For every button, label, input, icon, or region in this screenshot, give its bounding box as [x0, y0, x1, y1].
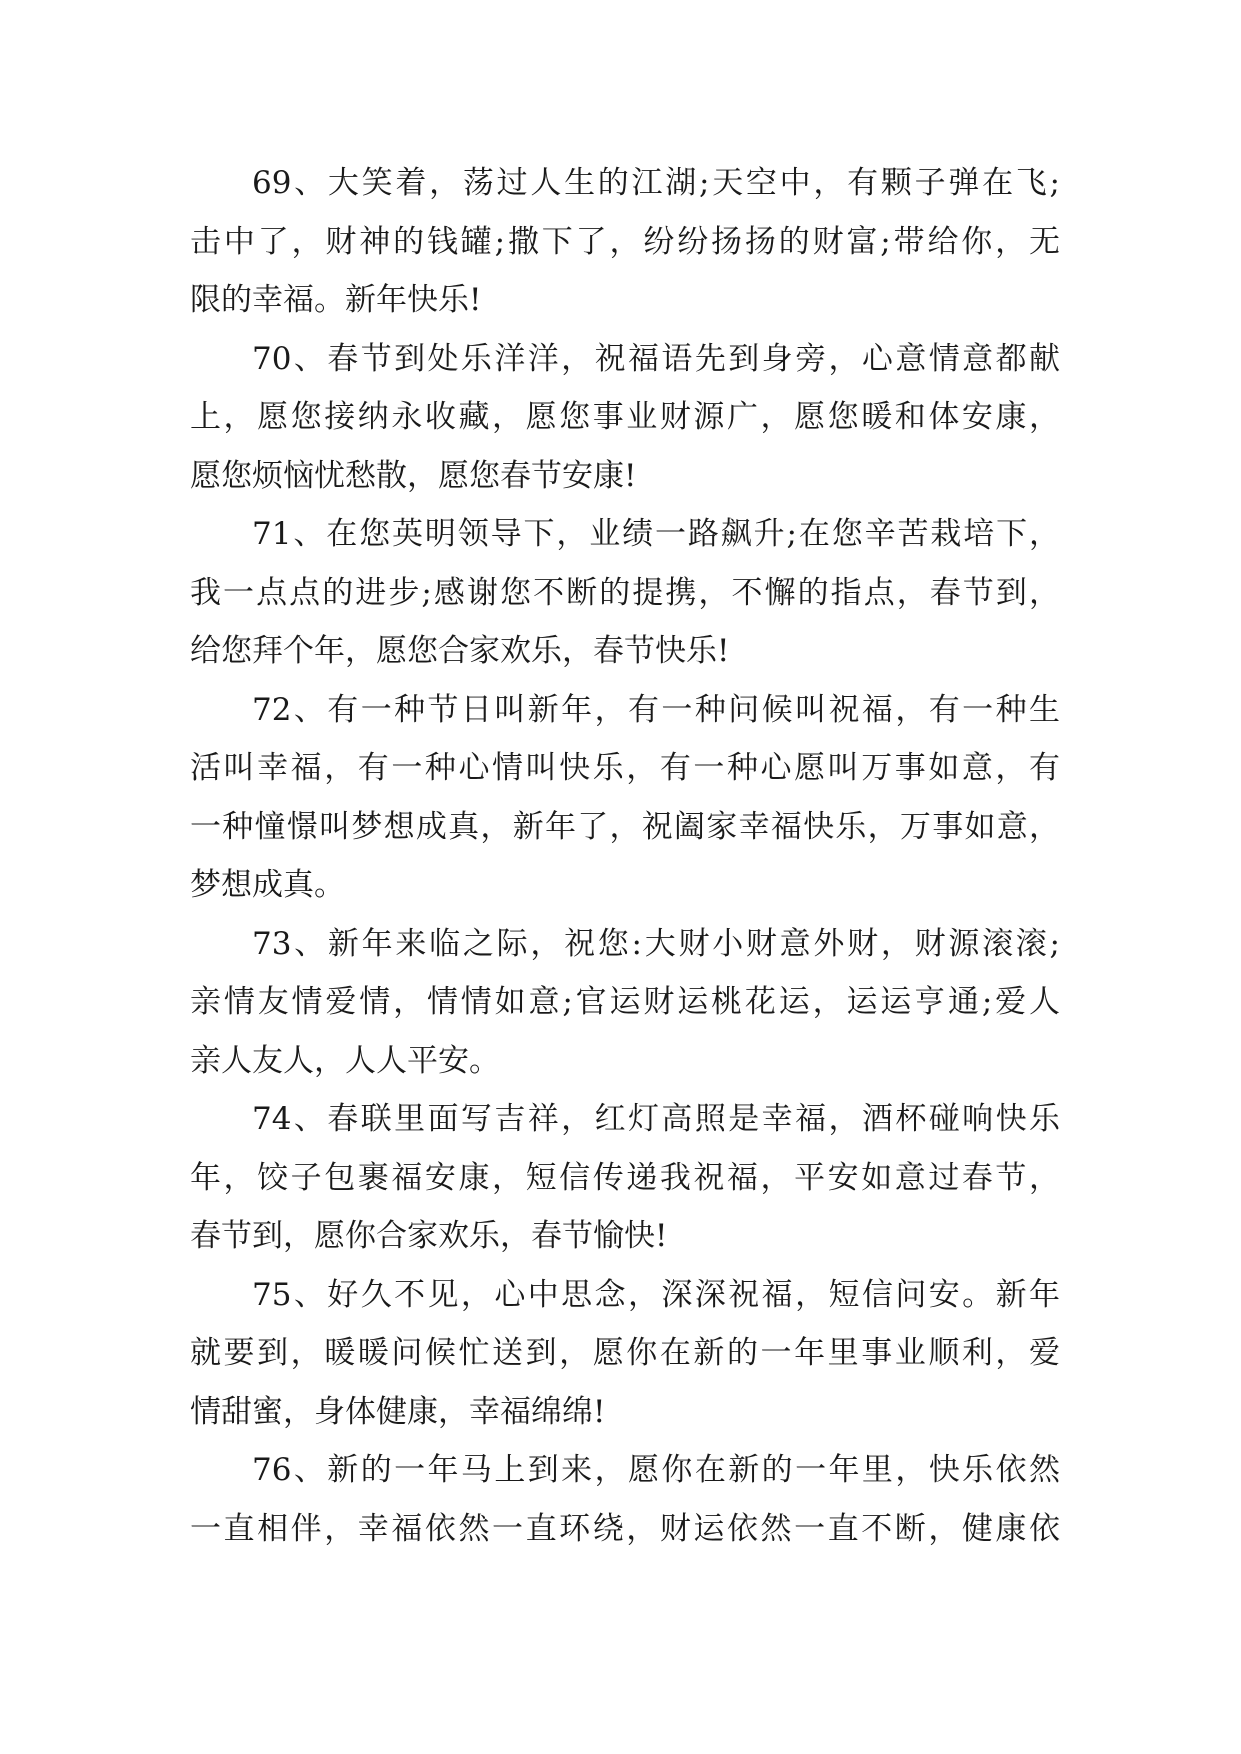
text-line: 春节到，愿你合家欢乐，春节愉快!: [190, 1218, 668, 1254]
text-line: 72、有一种节日叫新年，有一种问候叫祝福，有一种生: [252, 691, 1060, 728]
text-line: 70、春节到处乐洋洋，祝福语先到身旁，心意情意都献: [252, 340, 1060, 377]
text-line: 75、好久不见，心中思念，深深祝福，短信问安。新年: [252, 1276, 1060, 1313]
text-line: 年，饺子包裹福安康，短信传递我祝福，平安如意过春节，: [190, 1159, 1060, 1196]
text-line: 74、春联里面写吉祥，红灯高照是幸福，酒杯碰响快乐: [252, 1101, 1060, 1137]
text-line: 76、新的一年马上到来，愿你在新的一年里，快乐依然: [252, 1452, 1060, 1488]
text-line: 73、新年来临之际，祝您:大财小财意外财，财源滚滚;: [252, 925, 1060, 962]
document-page: [190, 154, 1060, 1558]
text-line: 活叫幸福，有一种心情叫快乐，有一种心愿叫万事如意，有: [190, 750, 1060, 786]
paragraph-71: [190, 505, 1060, 681]
paragraph-76: [190, 1441, 1060, 1558]
paragraph-72: [190, 681, 1060, 915]
text-line: 击中了，财神的钱罐;撒下了，纷纷扬扬的财富;带给你，无: [190, 223, 1060, 260]
paragraph-69: [190, 154, 1060, 330]
text-line: 上，愿您接纳永收藏，愿您事业财源广，愿您暖和体安康，: [190, 399, 1060, 435]
paragraph-73: [190, 915, 1060, 1091]
text-line: 就要到，暖暖问候忙送到，愿你在新的一年里事业顺利，爱: [190, 1335, 1060, 1371]
text-line: 给您拜个年，愿您合家欢乐，春节快乐!: [190, 633, 730, 669]
text-line: 一直相伴，幸福依然一直环绕，财运依然一直不断，健康依: [190, 1510, 1060, 1547]
text-line: 愿您烦恼忧愁散，愿您春节安康!: [190, 457, 637, 494]
paragraph-74: [190, 1090, 1060, 1266]
text-line: 71、在您英明领导下，业绩一路飙升;在您辛苦栽培下，: [252, 516, 1060, 552]
text-line: 亲人友人，人人平安。: [190, 1042, 500, 1079]
text-line: 亲情友情爱情，情情如意;官运财运桃花运，运运亨通;爱人: [190, 984, 1060, 1020]
text-line: 69、大笑着，荡过人生的江湖;天空中，有颗子弹在飞;: [252, 165, 1060, 201]
paragraph-75: [190, 1266, 1060, 1442]
text-line: 一种憧憬叫梦想成真，新年了，祝阖家幸福快乐，万事如意，: [190, 808, 1060, 845]
text-line: 情甜蜜，身体健康，幸福绵绵!: [190, 1393, 606, 1430]
text-line: 限的幸福。新年快乐!: [190, 282, 482, 318]
text-line: 我一点点的进步;感谢您不断的提携，不懈的指点，春节到，: [190, 574, 1060, 611]
paragraph-70: [190, 330, 1060, 506]
text-line: 梦想成真。: [190, 867, 345, 903]
